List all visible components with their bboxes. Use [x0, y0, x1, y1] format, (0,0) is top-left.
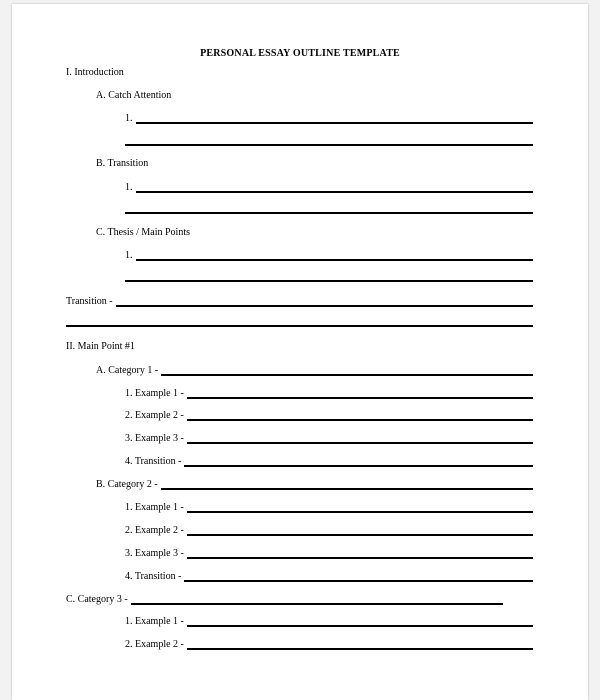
intro-transition-line[interactable] — [66, 295, 533, 307]
fill-in-line[interactable] — [187, 503, 533, 513]
page-title: PERSONAL ESSAY OUTLINE TEMPLATE — [200, 48, 400, 59]
category-1-example-2[interactable] — [125, 409, 533, 421]
line-label: 4. Transition - — [125, 571, 182, 582]
fill-in-line[interactable] — [184, 572, 533, 582]
transition-line-1[interactable] — [125, 181, 533, 193]
fill-in-line[interactable] — [116, 297, 533, 307]
subheading-transition: B. Transition — [96, 158, 149, 169]
category-2-example-3[interactable] — [125, 547, 533, 559]
category-1-line[interactable] — [96, 364, 533, 376]
section-heading-main-point-1: II. Main Point #1 — [66, 341, 135, 352]
fill-in-line[interactable] — [161, 480, 533, 490]
fill-in-line[interactable] — [187, 411, 533, 421]
category-2-example-1[interactable] — [125, 501, 533, 513]
fill-in-line[interactable] — [136, 183, 534, 193]
line-label: 1. — [125, 113, 133, 124]
line-label: 2. Example 2 - — [125, 410, 184, 421]
fill-in-line[interactable] — [187, 640, 533, 650]
fill-in-line[interactable] — [187, 434, 533, 444]
fill-in-line[interactable] — [184, 457, 533, 467]
line-label: A. Category 1 - — [96, 365, 159, 376]
intro-transition-line-2[interactable] — [66, 325, 533, 327]
line-label: 1. — [125, 250, 133, 261]
line-label: B. Category 2 - — [96, 479, 158, 490]
category-1-transition[interactable] — [125, 455, 533, 467]
category-1-example-3[interactable] — [125, 432, 533, 444]
fill-in-line[interactable] — [187, 617, 533, 627]
thesis-line-2[interactable] — [125, 280, 533, 282]
fill-in-line[interactable] — [131, 595, 503, 605]
category-3-example-2[interactable] — [125, 638, 533, 650]
line-label: C. Category 3 - — [66, 594, 128, 605]
fill-in-line[interactable] — [187, 526, 533, 536]
line-label: 1. Example 1 - — [125, 502, 184, 513]
thesis-line-1[interactable] — [125, 249, 533, 261]
line-label: 3. Example 3 - — [125, 433, 184, 444]
line-label: 2. Example 2 - — [125, 525, 184, 536]
line-label: 4. Transition - — [125, 456, 182, 467]
subheading-catch-attention: A. Catch Attention — [96, 90, 172, 101]
fill-in-line[interactable] — [161, 366, 533, 376]
catch-attention-line-2[interactable] — [125, 144, 533, 146]
line-label: 1. Example 1 - — [125, 616, 184, 627]
catch-attention-line-1[interactable] — [125, 112, 533, 124]
line-label: Transition - — [66, 296, 113, 307]
line-label: 2. Example 2 - — [125, 639, 184, 650]
line-label: 1. — [125, 182, 133, 193]
section-heading-introduction: I. Introduction — [66, 67, 124, 78]
transition-line-2[interactable] — [125, 212, 533, 214]
line-label: 1. Example 1 - — [125, 388, 184, 399]
category-3-line[interactable] — [66, 593, 503, 605]
category-2-line[interactable] — [96, 478, 533, 490]
category-1-example-1[interactable] — [125, 387, 533, 399]
line-label: 3. Example 3 - — [125, 548, 184, 559]
fill-in-line[interactable] — [187, 389, 533, 399]
fill-in-line[interactable] — [136, 114, 534, 124]
subheading-thesis: C. Thesis / Main Points — [96, 227, 190, 238]
category-2-transition[interactable] — [125, 570, 533, 582]
category-2-example-2[interactable] — [125, 524, 533, 536]
category-3-example-1[interactable] — [125, 615, 533, 627]
fill-in-line[interactable] — [187, 549, 533, 559]
fill-in-line[interactable] — [136, 251, 534, 261]
